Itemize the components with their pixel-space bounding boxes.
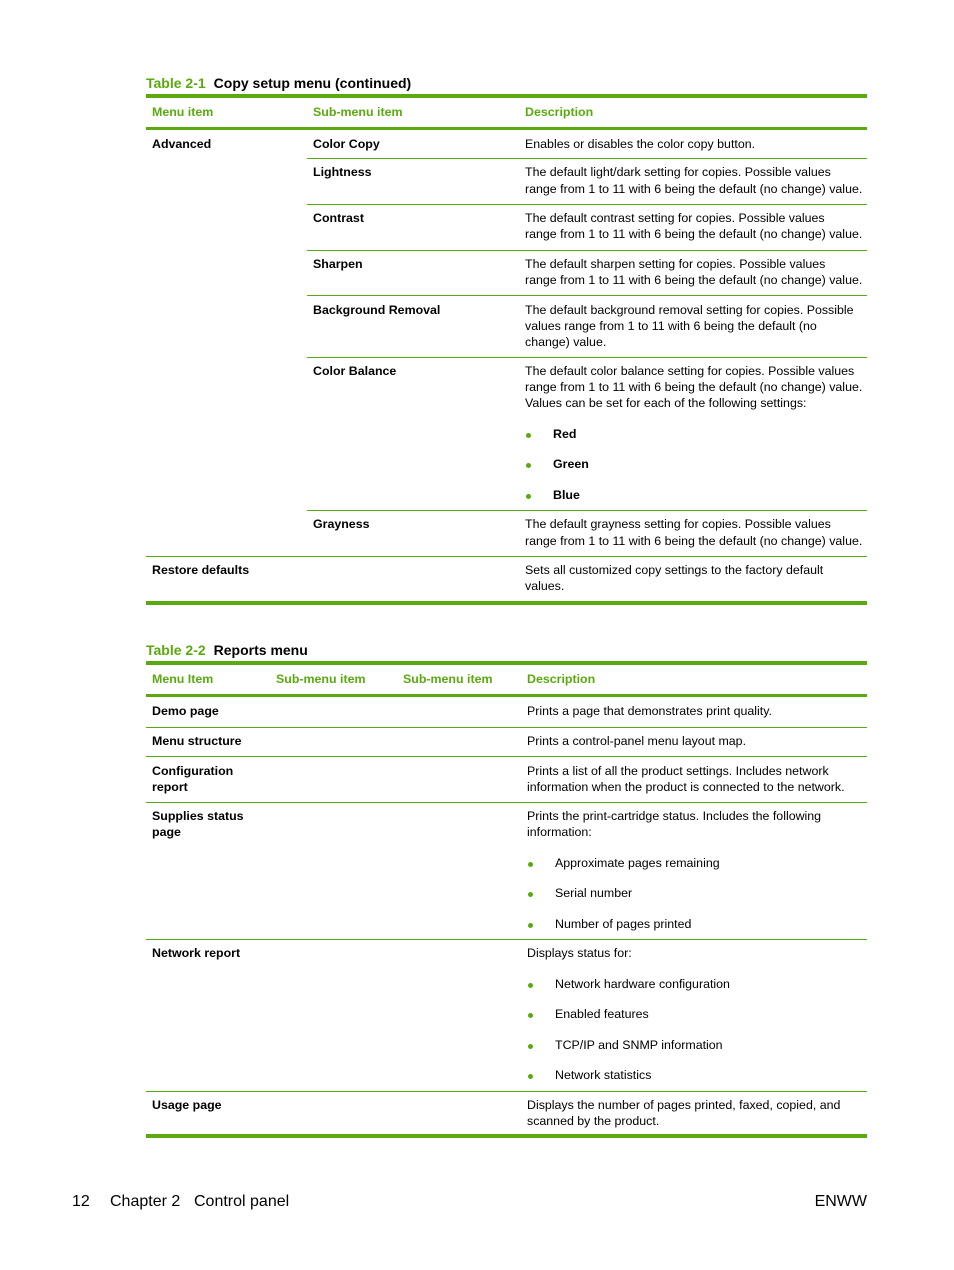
row-divider [146,1091,867,1092]
bullet-item: Serial number [555,886,633,900]
table-number: Table 2-2 [146,642,206,658]
description-line: range from 1 to 11 with 6 being the default (no change) value. [525,273,863,287]
row-divider [307,250,867,251]
row-divider [307,357,867,358]
table-bottom-rule [146,601,867,605]
column-header-sub-menu-item: Sub-menu item [276,672,366,686]
sub-menu-item: Grayness [313,517,370,531]
menu-item-advanced: Advanced [152,137,212,151]
description-line: range from 1 to 11 with 6 being the default (no change) value. [525,534,863,548]
column-header-menu-item: Menu Item [152,672,214,686]
bullet-item: Network statistics [555,1068,652,1082]
description-line: range from 1 to 11 with 6 being the default (no change) value. [525,380,863,394]
description-line: Displays status for: [527,946,632,960]
header-rule [146,127,867,130]
bullet-icon [528,1074,533,1079]
sub-menu-item: Background Removal [313,303,441,317]
description-line: information: [527,825,592,839]
sub-menu-item: Color Balance [313,364,397,378]
row-divider [307,295,867,296]
description-line: Prints the print-cartridge status. Includes the following [527,809,822,823]
bullet-item: Red [553,427,577,441]
description-line: The default sharpen setting for copies. Possible values [525,257,826,271]
sub-menu-item: Contrast [313,211,364,225]
description-line: Sets all customized copy settings to the factory default [525,563,824,577]
bullet-item: Network hardware configuration [555,977,730,991]
bullet-icon [526,463,531,468]
bullet-icon [526,433,531,438]
description-line: range from 1 to 11 with 6 being the default (no change) value. [525,182,863,196]
row-divider [146,556,867,557]
bullet-icon [528,892,533,897]
description-line: Enables or disables the color copy button. [525,137,756,151]
bullet-icon [528,1013,533,1018]
description-line: information when the product is connected to the network. [527,780,845,794]
column-header-sub-menu-item: Sub-menu item [313,105,403,119]
bullet-item: Approximate pages remaining [555,856,720,870]
description-line: range from 1 to 11 with 6 being the default (no change) value. [525,227,863,241]
table-top-rule [146,94,867,98]
bullet-item: Enabled features [555,1007,649,1021]
header-rule [146,694,867,697]
row-divider [307,158,867,159]
description-line: values. [525,579,565,593]
description-line: change) value. [525,335,607,349]
menu-item: Demo page [152,704,219,718]
row-divider [146,939,867,940]
description-line: The default contrast setting for copies. Possible values [525,211,825,225]
column-header-sub-menu-item-2: Sub-menu item [403,672,493,686]
description-line: values range from 1 to 11 with 6 being the default (no [525,319,817,333]
footer-brand: ENWW [814,1193,867,1210]
row-divider [307,510,867,511]
bullet-icon [528,983,533,988]
column-header-description: Description [527,672,596,686]
description-line: Values can be set for each of the following settings: [525,396,807,410]
description-line: Prints a page that demonstrates print quality. [527,704,772,718]
page-number: 12 [72,1193,90,1210]
description-line: Prints a list of all the product settings. Includes network [527,764,829,778]
footer-section: Control panel [194,1193,290,1210]
description-line: The default grayness setting for copies. Possible values [525,517,831,531]
table-number: Table 2-1 [146,75,206,91]
bullet-item: TCP/IP and SNMP information [555,1038,723,1052]
menu-item: Network report [152,946,241,960]
menu-item: Usage page [152,1098,222,1112]
table-title: Reports menu [213,642,308,658]
column-header-description: Description [525,105,594,119]
menu-item: Supplies status [152,809,244,823]
table-caption [146,641,308,659]
bullet-item: Number of pages printed [555,917,692,931]
description-line: Displays the number of pages printed, faxed, copied, and [527,1098,841,1112]
description-line: Prints a control-panel menu layout map. [527,734,747,748]
bullet-icon [528,1044,533,1049]
description-line: The default light/dark setting for copies. Possible values [525,165,831,179]
table-bottom-rule [146,1134,867,1138]
table-title: Copy setup menu (continued) [213,75,412,91]
footer-chapter: Chapter 2 [110,1193,181,1210]
bullet-item: Blue [553,488,580,502]
bullet-icon [528,862,533,867]
bullet-item: Green [553,457,589,471]
bullet-icon [526,494,531,499]
description-line: The default background removal setting for copies. Possible [525,303,854,317]
menu-item-restore-defaults: Restore defaults [152,563,250,577]
row-divider [146,802,867,803]
bullet-icon [528,923,533,928]
table-caption [146,74,411,92]
description-line: The default color balance setting for copies. Possible values [525,364,855,378]
sub-menu-item: Lightness [313,165,372,179]
menu-item: Configuration [152,764,234,778]
description-line: scanned by the product. [527,1114,660,1128]
menu-item: page [152,825,181,839]
sub-menu-item: Sharpen [313,257,363,271]
sub-menu-item: Color Copy [313,137,380,151]
row-divider [307,204,867,205]
row-divider [146,727,867,728]
row-divider [146,756,867,757]
table-top-rule [146,661,867,665]
menu-item: Menu structure [152,734,242,748]
menu-item: report [152,780,188,794]
column-header-menu-item: Menu item [152,105,214,119]
